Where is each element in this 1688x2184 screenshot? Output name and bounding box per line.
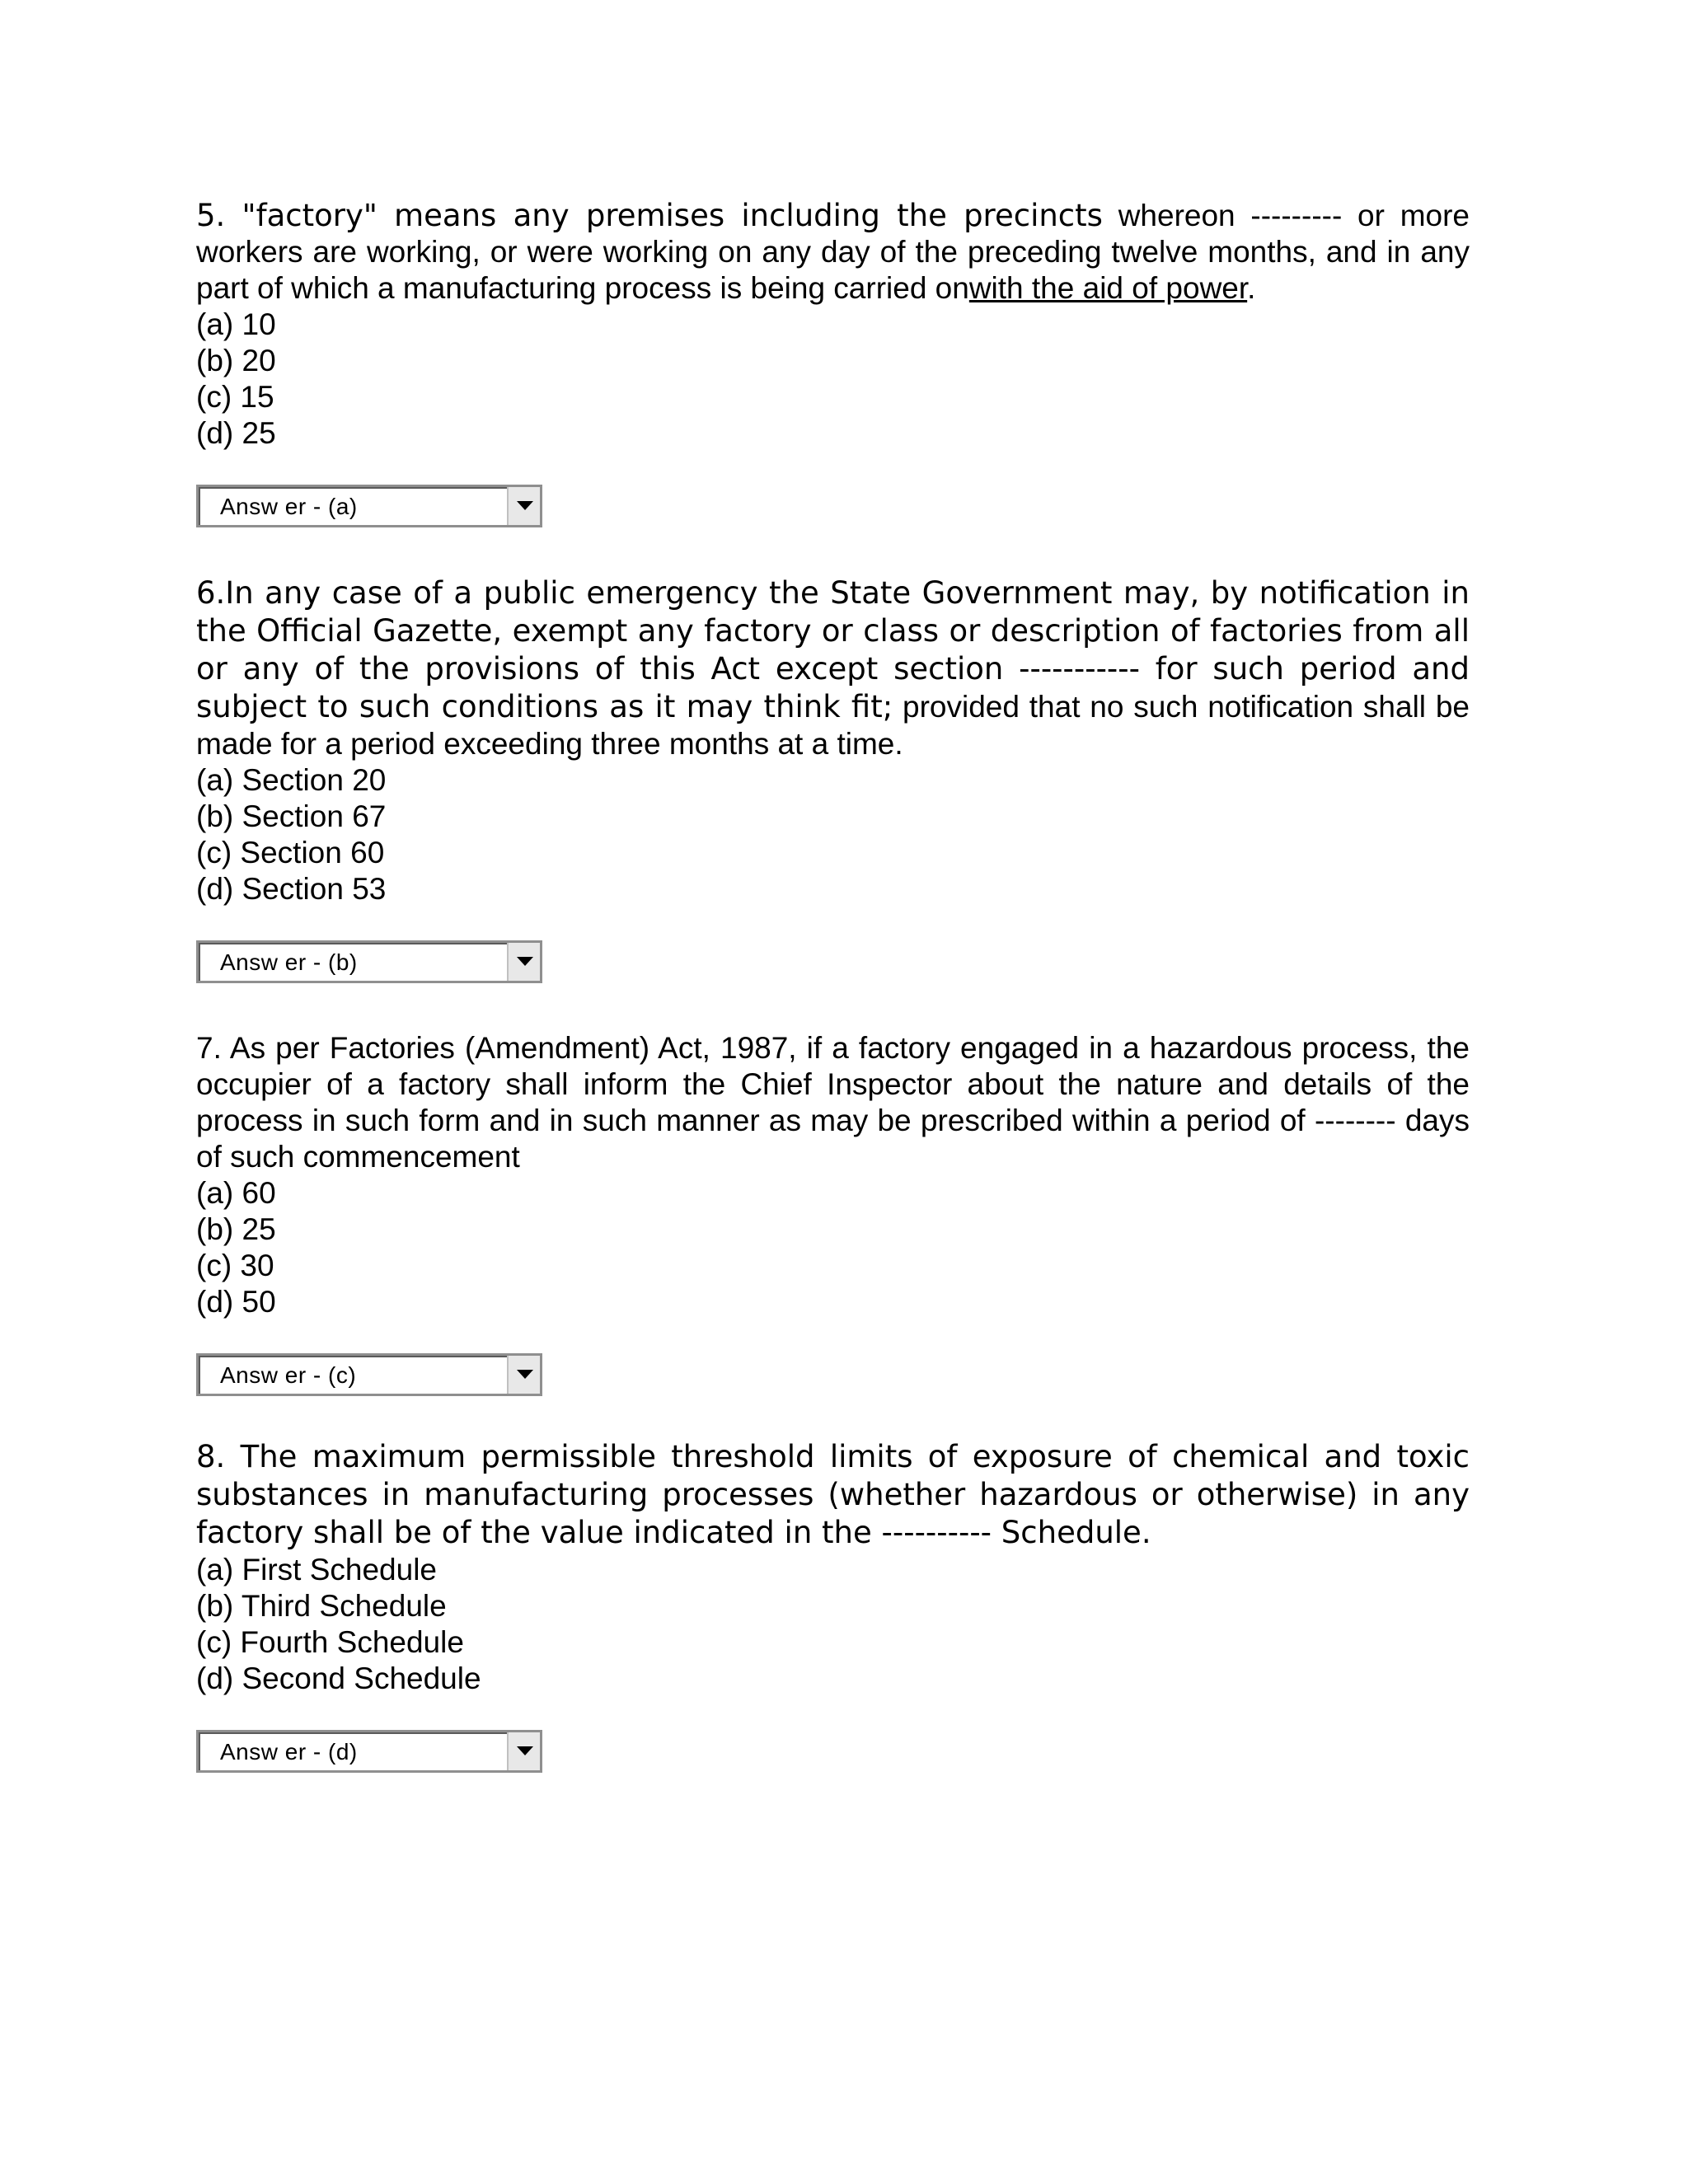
options-list <box>196 1175 1470 1320</box>
question-6 <box>196 574 1470 983</box>
option-c: (c) Fourth Schedule <box>196 1625 464 1659</box>
chevron-down-icon <box>517 1746 533 1755</box>
question-body: whereon --------- or more workers are working, or were working on any day of the preceding twelve months, and in any part of which a manufacturing process is being carried on <box>196 199 1470 305</box>
answer-dropdown[interactable] <box>196 1353 542 1396</box>
options-list <box>196 762 1470 907</box>
option-d: (d) 50 <box>196 1285 276 1319</box>
answer-value: Answ er - (b) <box>220 949 358 975</box>
option-c: (c) Section 60 <box>196 836 385 869</box>
answer-dropdown[interactable] <box>196 485 542 527</box>
options-list <box>196 1552 1470 1697</box>
option-d: (d) Second Schedule <box>196 1661 481 1695</box>
option-c: (c) 15 <box>196 380 274 414</box>
question-7 <box>196 1030 1470 1396</box>
options-list <box>196 307 1470 452</box>
question-lead: 6.In any case of a public emergency the State Government may, by notification in the Official Gazette, exempt any factory or class or description of factories from all or any of the provisions of this Act except section ----------- for such period and subject to such conditions as it may think fit; <box>196 575 1470 724</box>
question-underlined-phrase: with the aid of power <box>968 271 1248 305</box>
option-a: (a) Section 20 <box>196 763 387 797</box>
question-text: 7. As per Factories (Amendment) Act, 1987, if a factory engaged in a hazardous process, the occupier of a factory shall inform the Chief Inspector about the nature and details of the process in such form and in such manner as may be prescribed within a period of -------- days of such commencement <box>196 1031 1470 1174</box>
option-b: (b) Section 67 <box>196 799 387 833</box>
option-a: (a) First Schedule <box>196 1553 437 1586</box>
option-a: (a) 10 <box>196 307 276 341</box>
question-lead: 5. "factory" means any premises including the precincts <box>196 198 1103 233</box>
dropdown-button[interactable] <box>507 943 540 981</box>
answer-value: Answ er - (d) <box>220 1739 358 1765</box>
answer-dropdown[interactable] <box>196 940 542 983</box>
question-text: 8. The maximum permissible threshold limits of exposure of chemical and toxic substances in manufacturing processes (whether hazardous or otherwise) in any factory shall be of the value indicated in the ---------- Schedule. <box>196 1439 1470 1550</box>
chevron-down-icon <box>517 1370 533 1379</box>
question-text <box>196 198 1470 307</box>
answer-dropdown[interactable] <box>196 1730 542 1773</box>
answer-value: Answ er - (c) <box>220 1362 357 1388</box>
dropdown-button[interactable] <box>507 1732 540 1770</box>
chevron-down-icon <box>517 501 533 510</box>
question-5 <box>196 198 1470 527</box>
dropdown-button[interactable] <box>507 1356 540 1394</box>
option-b: (b) 25 <box>196 1212 276 1246</box>
option-b: (b) Third Schedule <box>196 1589 447 1623</box>
chevron-down-icon <box>517 957 533 966</box>
question-8 <box>196 1438 1470 1773</box>
question-body: provided that no such notification shall be made for a period exceeding three months at a time. <box>196 690 1470 761</box>
dropdown-button[interactable] <box>507 487 540 525</box>
option-b: (b) 20 <box>196 344 276 377</box>
option-d: (d) Section 53 <box>196 872 387 906</box>
option-d: (d) 25 <box>196 416 276 450</box>
option-a: (a) 60 <box>196 1176 276 1210</box>
answer-value: Answ er - (a) <box>220 494 358 519</box>
question-trailing: . <box>1247 271 1256 305</box>
option-c: (c) 30 <box>196 1249 274 1282</box>
question-text <box>196 574 1470 762</box>
